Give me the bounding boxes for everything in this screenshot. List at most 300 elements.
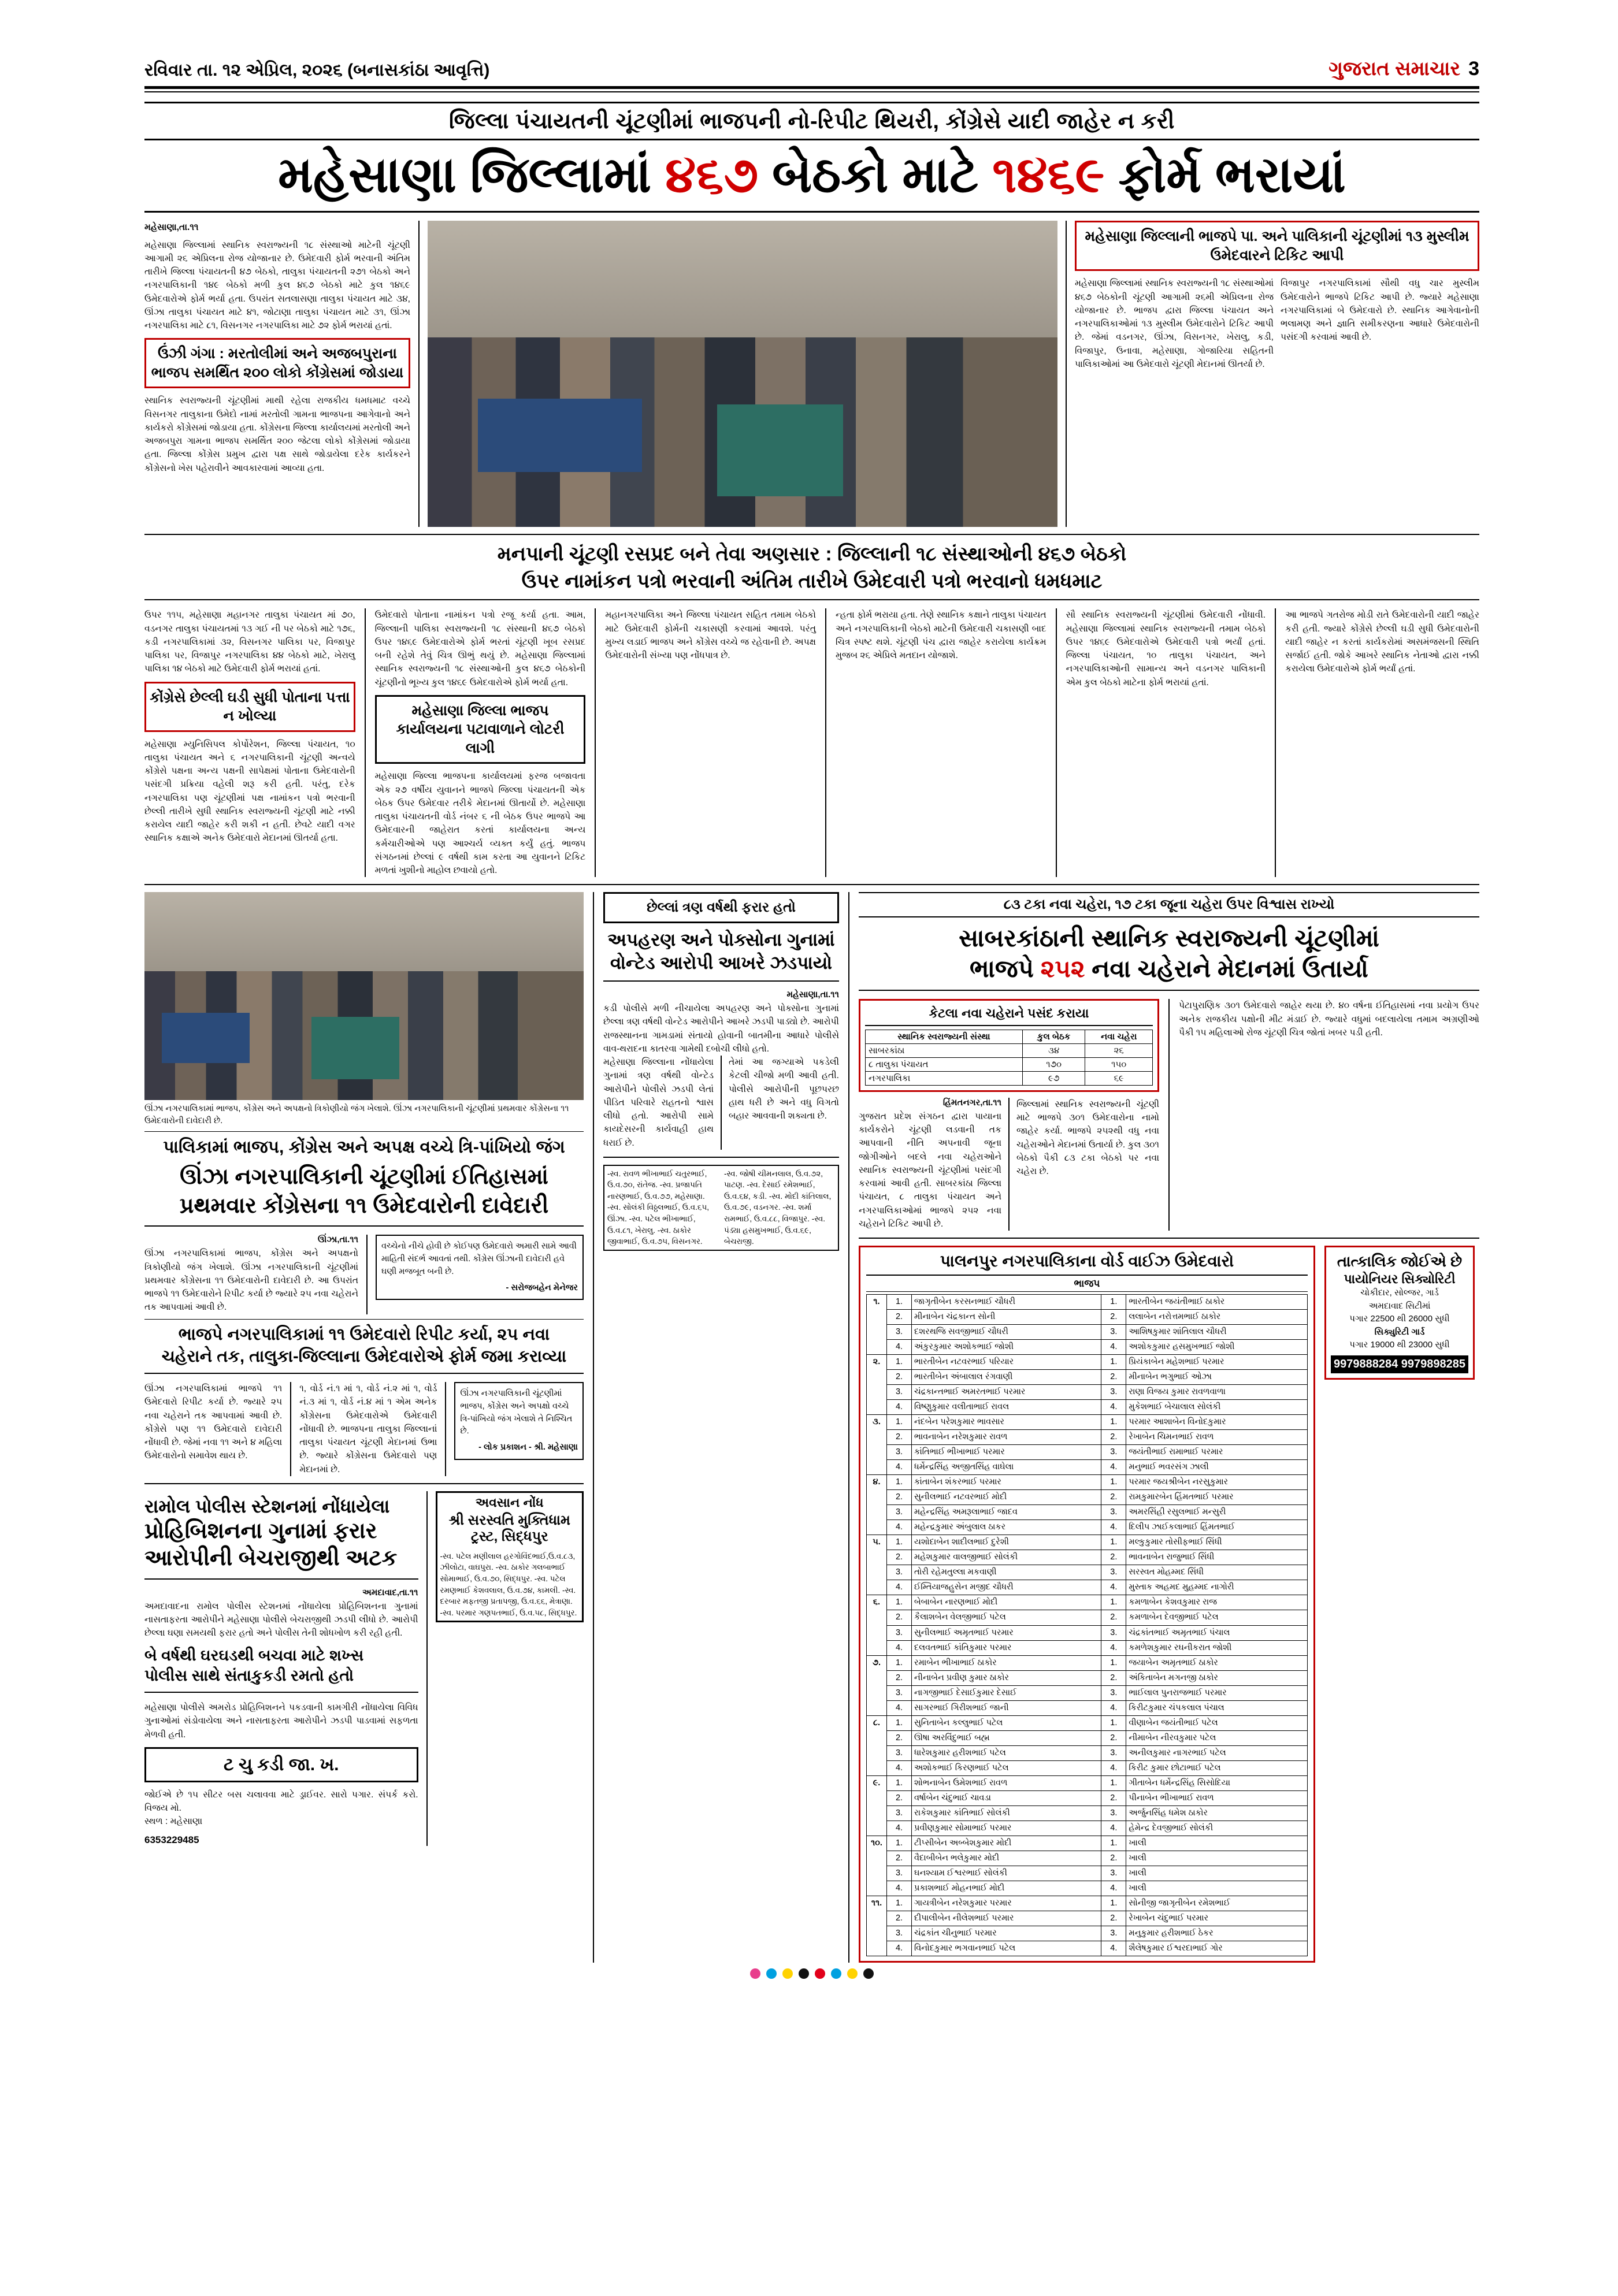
- registration-dot: [766, 1968, 777, 1979]
- candidate-index: 3.: [887, 1866, 912, 1881]
- candidate-name: કમળાબેન દેવજીભાઈ પટેલ: [1126, 1610, 1308, 1625]
- candidate-index: 2.: [887, 1490, 912, 1505]
- candidate-name: ખાલી: [1126, 1881, 1308, 1896]
- candidate-name: પીનાબેન ભીખાભાઈ રાવળ: [1126, 1790, 1308, 1805]
- candidate-name: વિનોદકુમાર ભગવાનભાઈ પટેલ: [912, 1941, 1101, 1956]
- table-row: [866, 1071, 1153, 1085]
- candidate-name: પ્રકાશભાઈ મોહનભાઈ મોદી: [912, 1881, 1101, 1896]
- candidate-name: હેમેન્દ્ર દેવજીભાઈ સોલંકી: [1126, 1821, 1308, 1836]
- unza-quote2-text: ઊંઝા નગરપાલિકાની ચૂંટણીમાં ભાજપ, કોંગ્રેસ અને અપક્ષો વચ્ચે ત્રિ-પાંખિયો જંગ ખેલાશે તે નિશ્ચિત છે.: [460, 1389, 573, 1436]
- section2-text-1: ઉપર ૧૧૫, મહેસાણા મહાનગર તાલુકા પંચાયત માં ૭૦, વડનગર તાલુકા પંચાયતમાં ૧૩ ગઈ ની પર બેઠકો માટે ૧૭૬, કડી નગરપાલિકામાં ૩૨, વિસનગર પાલિકા પર, વિજાપુર પાલિકા પર, વિજાપુર નગરપાલિકા ૪૪ બેઠકો માટે, ખેરાલુ પાલિકા ૧૪ બેઠકો માટે ઉમેદવારી ફોર્મ ભરાયાં હતાં.: [144, 610, 355, 674]
- candidate-index: 1.: [1101, 1475, 1126, 1490]
- ad-role-2: સિક્યુરિટી ગાર્ડ: [1374, 1327, 1425, 1337]
- ramol-head-2: પ્રોહિબિશનના ગુનામાં ફરાર: [144, 1518, 377, 1543]
- candidate-index: 1.: [1101, 1836, 1126, 1851]
- candidate-name: ભારતીબેન અંબાલાલ રંગવાણી: [912, 1370, 1101, 1385]
- unza-text-2: ૧, વોર્ડ નં.૧ માં ૧, વોર્ડ નં.૨ માં ૧, વોર્ડ નં.૩ માં ૧, વોર્ડ નં.૪ માં ૧ એમ અનેક કોંગ્રેસના ઉમેદવારોએ ઉમેદવારી નોંધાવી છે. ભાજપના તાલુકા જિલ્લાનાં તાલુકા પંચાયત ચૂંટણી મેદાનમાં ઉભા છે. જ્યારે કોંગ્રેસના ઉમેદવારો પણ મેદાનમાં છે.: [299, 1384, 437, 1474]
- candidate-index: 2.: [1101, 1430, 1126, 1445]
- candidate-index: 2.: [1101, 1790, 1126, 1805]
- candidate-index: 2.: [1101, 1490, 1126, 1505]
- candidate-name: અશોકભાઈ કિરણભાઈ પટેલ: [912, 1760, 1101, 1775]
- candidate-name: સરસ્વત મોહમ્મદ સિંધી: [1126, 1565, 1308, 1580]
- table-row: [867, 1881, 1308, 1896]
- security-job-ad: [1324, 1246, 1475, 1380]
- obituary-title: શ્રી સરસ્વતિ મુક્તિધામ ટ્રસ્ટ, સિદ્ધપુર: [448, 1512, 570, 1544]
- table-row: [867, 1535, 1308, 1550]
- table-row: [867, 1790, 1308, 1805]
- candidate-name: જયંતીભાઈ રામાભાઈ પરમાર: [1126, 1445, 1308, 1460]
- ad-salary-2: પગાર 19000 થી 23000 સુધી: [1349, 1340, 1450, 1350]
- candidate-name: ભારતીબેન જયંતીભાઈ ઠાકોર: [1126, 1295, 1308, 1310]
- candidate-index: 3.: [887, 1745, 912, 1760]
- ramol-head-3: આરોપીની બેચરાજીથી અટક: [144, 1546, 398, 1571]
- section2-box1-text: મહેસાણા મ્યુનિસિપલ કોર્પોરેશન, જિલ્લા પંચાયત, ૧૦ તાલુકા પંચાયત અને ૬ નગરપાલિકાની ચૂંટણી અન્વયે કોંગ્રેસે પક્ષના અન્ય પક્ષની સાપેક્ષમાં પોતાના ઉમેદવારોની પસંદગી પ્રક્રિયા વહેલી શરૂ કરી હતી. પરંતુ, દરેક નગરપાલિકા પણ ચૂંટણીમાં પક્ષ નામાંકન પત્રો ભરવાની છેલ્લી તારીખે સુધી સ્થાનિક સ્વરાજ્યની ચૂંટણી માટે નક્કી કરાયેલ યાદી જાહેર કરી શકી ન હતી. છેવટે યાદી વગર સ્થાનિક કક્ષાએ અનેક ઉમેદવારો મેદાનમાં ઊતર્યા હતા.: [144, 739, 355, 844]
- section2-col-2: [375, 608, 586, 877]
- candidate-index: 1.: [887, 1896, 912, 1911]
- right-box-text-b: વિજાપુર નગરપાલિકામાં સૌથી વધુ ચાર મુસ્લીમ ઉમેદવારોને ભાજપે ટિકિટ આપી છે. જ્યારે મહેસાણા નગરપાલિકામાં બે ઉમેદવારો છે. સ્થાનિક આગેવાનોની ભલામણ અને જ્ઞાતિ સમીકરણના આધારે ઉમેદવારોની પસંદગી કરવામાં આવી છે.: [1281, 278, 1479, 343]
- obituary-box: [436, 1491, 584, 1622]
- registration-dot: [782, 1968, 793, 1979]
- table-row: [867, 1805, 1308, 1821]
- candidate-party-label: ભાજપ: [866, 1278, 1308, 1292]
- sabar-head-post: નવા ચહેરાને મેદાનમાં ઉતાર્યા: [1085, 954, 1368, 982]
- candidate-name: ઈમ્તિયાજહુસેન મજીદ ચૌધરી: [912, 1580, 1101, 1595]
- section2-col-1: [144, 608, 355, 877]
- candidate-name: શોભનાબેન ઉમેશભાઈ રાવળ: [912, 1775, 1101, 1790]
- ad-title: તાત્કાલિક જોઈએ છે: [1337, 1253, 1463, 1270]
- candidate-index: 2.: [887, 1550, 912, 1565]
- sabar-kicker: ૮૩ ટકા નવા ચહેરા, ૧૭ ટકા જૂના ચહેરા ઉપર વિશ્વાસ રાખ્યો: [859, 892, 1479, 917]
- candidate-list-title: પાલનપુર નગરપાલિકાના વોર્ડ વાઈઝ ઉમેદવારો: [866, 1252, 1308, 1276]
- ramol-head-4b: પોલીસ સાથે સંતાકુકડી રમતો હતો: [144, 1667, 354, 1685]
- kidnap-dateline: મહેસાણા,તા.૧૧: [786, 990, 839, 1000]
- candidate-index: 2.: [887, 1851, 912, 1866]
- table-row: [867, 1580, 1308, 1595]
- unza-text: ઊંઝા નગરપાલિકામાં ભાજપ, કોંગ્રેસ અને અપક્ષનો ત્રિકોણીયો જંગ ખેલાશે. ઊંઝા નગરપાલિકાની ચૂંટણીમાં પ્રથમવાર કોંગ્રેસના ૧૧ ઉમેદવારોની દાવેદારી છે. આ ઉપરાંત ભાજપે ૧૧ ઉમેદવારોને રિપીટ કર્યા છે જ્યારે ૨૫ નવા ચહેરાને તક આપવામાં આવી છે.: [144, 1249, 358, 1313]
- candidate-index: 4.: [887, 1460, 912, 1475]
- registration-dot: [847, 1968, 858, 1979]
- lead-kicker: જિલ્લા પંચાયતની ચૂંટણીમાં ભાજપની નો-રિપીટ થિયરી, કોંગ્રેસે યાદી જાહેર ન કરી: [144, 102, 1479, 140]
- candidate-index: 4.: [1101, 1400, 1126, 1415]
- candidate-name: ભાવનાબેન રાજુભાઈ સિંધી: [1126, 1550, 1308, 1565]
- table-row: [867, 1775, 1308, 1790]
- candidate-name: વિષ્ણુકુમાર વલીતાભાઈ રાવલ: [912, 1400, 1101, 1415]
- table-row: [867, 1490, 1308, 1505]
- table-row: [867, 1310, 1308, 1325]
- ramol-dateline: અમદાવાદ,તા.૧૧: [362, 1587, 418, 1597]
- candidate-name: આશિષકુમાર શાંતિલાલ ચૌધરી: [1126, 1325, 1308, 1340]
- candidate-index: 2.: [887, 1911, 912, 1926]
- table-cell: ૮ તાલુકા પંચાયત: [866, 1057, 1023, 1071]
- unza-head-2b: પ્રથમવાર કોંગ્રેસના ૧૧ ઉમેદવારોની દાવેદારી: [179, 1193, 549, 1218]
- candidate-name: ચંદ્રકાંતભાઈ અમૃતભાઈ પંચાલ: [1126, 1625, 1308, 1640]
- obituary-head: અવસાન નોંધ: [475, 1495, 544, 1510]
- table-row: [867, 1851, 1308, 1866]
- candidate-name: પરમાર જયશ્રીબેન નરસુકુમાર: [1126, 1475, 1308, 1490]
- table-cell: ૩૪: [1022, 1043, 1085, 1057]
- ward-number: ૩.: [867, 1415, 887, 1475]
- candidate-name: દશરથજિ સવજીભાઈ ચૌધરી: [912, 1325, 1101, 1340]
- candidate-index: 1.: [1101, 1535, 1126, 1550]
- candidate-name: ગાયત્રીબેન નરેશકુમાર પરમાર: [912, 1896, 1101, 1911]
- classified-ad-title: ટ ચુ કડી જા. ખ.: [144, 1747, 418, 1782]
- candidate-name: અંકુરકુમાર અશોકભાઈ જોશી: [912, 1340, 1101, 1355]
- candidate-index: 3.: [1101, 1625, 1126, 1640]
- classified-ad-text: જોઈએ છે ૧૫ સીટર બસ ચલાવવા માટે ડ્રાઈવર. સારો પગાર. સંપર્ક કરો. વિજય મો.: [144, 1789, 418, 1814]
- candidate-index: 1.: [887, 1655, 912, 1670]
- obituary-col-3: -સ્વ. જોષી ચીમનલાલ, ઉ.વ.૭૨, પાટણ. -સ્વ. દેસાઈ રમેશભાઈ, ઉ.વ.૬૪, કડી. -સ્વ. મોદી કાંતિલાલ, ઉ.વ.૭૯, વડનગર. -સ્વ. શર્મા રામભાઈ, ઉ.વ.૮૮, વિજાપુર. -સ્વ. પંડ્યા હસમુખભાઈ, ઉ.વ.૬૯, બેચરાજી.: [724, 1169, 832, 1246]
- table-row: [867, 1821, 1308, 1836]
- kidnap-head-1: અપહરણ અને પોક્સોના ગુનામાં: [607, 929, 835, 950]
- candidate-name: તોરી રહેમતુલ્લા મકવાણી: [912, 1565, 1101, 1580]
- candidate-name: મહેન્દ્રસિંહ અમરૂલાભાઈ જાદવ: [912, 1505, 1101, 1520]
- candidate-name: મુસ્તાક અહમદ મુહમ્મદ નાગોરી: [1126, 1580, 1308, 1595]
- table-row: [867, 1475, 1308, 1490]
- section2-text-5: સૌ સ્થાનિક સ્વરાજ્યની ચૂંટણીમાં ઉમેદવારી નોંધાવી. મહેસાણા જિલ્લામાં સ્થાનિક સ્વરાજ્યની તમામ બેઠકો ઉપર ૧૪૬૯ ઉમેદવારોએ ઉમેદવારી પત્રો ભર્યાં હતાં. જિલ્લા પંચાયત, ૧૦ તાલુકા પંચાયત, અને નગરપાલિકાઓની સામાન્ય અને વડનગર પાલિકાની એમ કુલ બેઠકો માટેના ફોર્મ ભરાયાં હતાં.: [1066, 610, 1266, 688]
- candidate-index: 2.: [1101, 1310, 1126, 1325]
- table-row: [867, 1355, 1308, 1370]
- table-header-cell: નવા ચહેરા: [1085, 1030, 1153, 1043]
- candidate-index: 1.: [887, 1836, 912, 1851]
- candidate-name: પ્રવીણકુમાર સોમાભાઈ પરમાર: [912, 1821, 1101, 1836]
- candidate-index: 1.: [887, 1715, 912, 1730]
- candidate-index: 4.: [887, 1881, 912, 1896]
- lead-headline-post: ફોર્મ ભરાયાં: [1104, 147, 1346, 203]
- right-box-text-a: મહેસાણા જિલ્લામાં સ્થાનિક સ્વરાજ્યની ૧૮ સંસ્થાઓમાં ૪૬૭ બેઠકોની ચૂંટણી આગામી ૨૬મી એપ્રિલના રોજ યોજાનાર છે. ભાજપ દ્વારા જિલ્લા પંચાયત અને નગરપાલિકાઓમાં ૧૩ મુસ્લીમ ઉમેદવારોને ટિકિટ આપી છે. જેમાં વડનગર, ઊંઝા, વિસનગર, ખેરાલુ, કડી, વિજાપુર, ઉનાવા, મહેસાણા, ગોજારિયા સહિતની પાલિકાઓમાં આ ઉમેદવારો ચૂંટણી મેદાનમાં ઊતર્યા છે.: [1075, 278, 1274, 369]
- ward-number: ૭.: [867, 1655, 887, 1715]
- col1-box-text: સ્થાનિક સ્વરાજ્યની ચૂંટણીમાં માથી રહેલા રાજકીય ધમધમાટ વચ્ચે વિસનગર તાલુકાના ઉમેદો નામાં મરતોલી ગામના ભાજપના આગેવાનો અને કાર્યકરો કોંગ્રેસમાં જોડાયા હતા. કોંગ્રેસના જિલ્લા કાર્યાલયમાં મરતોલી અને અજબપુરા ગામના ભાજપ સમર્થિત ૨૦૦ જેટલા લોકો કોંગ્રેસમાં જોડાયા હતા. જિલ્લા કોંગ્રેસ પ્રમુખ દ્વારા પક્ષ સાથે જોડાયેલા દરેક કાર્યકરને કોંગ્રેસનો ખેસ પહેરાવીને આવકારવામાં આવ્યા હતા.: [144, 396, 410, 473]
- candidate-name: મીનાબેન ચંદ્રકાન્ત સોની: [912, 1310, 1101, 1325]
- candidate-name: સાગરભાઈ ગિરીશભાઈ જાની: [912, 1700, 1101, 1715]
- obituary-col-2: -સ્વ. રાવળ ભીખાભાઈ ચતુરભાઈ, ઉ.વ.૭૦, રાંતેજ. -સ્વ. પ્રજાપતિ નારણભાઈ, ઉ.વ.૭૭, મહેસાણા. -સ્વ. સોલંકી વિઠ્ઠલભાઈ, ઉ.વ.૬૫, ઊંઝા. -સ્વ. પટેલ ભીખાભાઈ, ઉ.વ.૮૧, ખેરાલુ. -સ્વ. ઠાકોર જીવાભાઈ, ઉ.વ.૭૫, વિસનગર.: [607, 1169, 710, 1246]
- candidate-index: 3.: [1101, 1565, 1126, 1580]
- candidate-name: દીપાલીબેન નીલેશભાઈ પરમાર: [912, 1911, 1101, 1926]
- table-row: [867, 1595, 1308, 1610]
- candidate-index: 4.: [887, 1340, 912, 1355]
- ad-phone[interactable]: 9979888284 9979898285: [1331, 1355, 1468, 1373]
- section2-col-5: [1066, 608, 1266, 877]
- top-left-column: [144, 221, 410, 527]
- candidate-name: મહેન્દ્રકુમાર અંબુલાલ ઠાકર: [912, 1520, 1101, 1535]
- candidate-index: 2.: [1101, 1911, 1126, 1926]
- registration-dot: [863, 1968, 874, 1979]
- ward-number: ૨.: [867, 1355, 887, 1415]
- masthead-rule: [144, 86, 1479, 92]
- table-cell: ૨૬: [1085, 1043, 1153, 1057]
- candidate-index: 4.: [1101, 1881, 1126, 1896]
- candidate-index: 2.: [887, 1430, 912, 1445]
- section-two: [144, 542, 1479, 877]
- candidate-name: મનુભાઈ ભવરસંગ ઝાલી: [1126, 1460, 1308, 1475]
- sabar-head-1: સાબરકાંઠાની સ્થાનિક સ્વરાજ્યની ચૂંટણીમાં: [959, 924, 1379, 952]
- section2-text-2: ઉમેદવારો પોતાના નામાંકન પત્રો રજૂ કર્યા હતા. આમ, જિલ્લાની પાલિકા સ્વરાજ્યની ૧૮ સંસ્થાની ૪૬૭ બેઠકો ઉપર ૧૪૬૯ ઉમેદવારોએ ફોર્મ ભરતાં ચૂંટણી ખૂબ રસપ્રદ બની રહેશે તેવું ચિત્ર ઊભું થયું છે. મહેસાણા જિલ્લામાં સ્થાનિક સ્વરાજ્યની ૧૮ સંસ્થાઓની કુલ ૪૬૭ બેઠકોની ચૂંટણીનો ભૂખ્ય કુલ ૧૪૬૯ ઉમેદવારોએ ફોર્મ ભર્યા હતા.: [374, 610, 586, 688]
- table-row: [867, 1685, 1308, 1700]
- table-row: [867, 1941, 1308, 1956]
- kidnap-text-2: મહેસાણા જિલ્લાના નોંધાયેલા ગુનામાં ત્રણ વર્ષથી વોન્ટેડ આરોપીને પોલીસે ઝડપી લેતાં પીડિત પરિવારે રાહતનો શ્વાસ લીધો હતો. આરોપી સામે કાયદેસરની કાર્યવાહી હાથ ધરાઈ છે.: [603, 1057, 714, 1148]
- candidate-index: 1.: [887, 1775, 912, 1790]
- kidnap-block: [603, 892, 839, 1963]
- candidate-name: કાંતિભાઈ ભીખાભાઈ પરમાર: [912, 1445, 1101, 1460]
- candidate-index: 1.: [1101, 1715, 1126, 1730]
- ramol-block: [144, 1491, 584, 1846]
- section2-text-3: મહાનગરપાલિકા અને જિલ્લા પંચાયત સહિત તમામ બેઠકો માટે ઉમેદવારી ફોર્મની ચકાસણી કરવામાં આવશે. પરંતુ મુખ્ય લડાઈ ભાજપ અને કોંગ્રેસ વચ્ચે જ રહેવાની છે. અપક્ષ ઉમેદવારોની સંખ્યા પણ નોંધપાત્ર છે.: [605, 610, 816, 661]
- table-row: [866, 1057, 1153, 1071]
- section2-col-6: [1285, 608, 1479, 877]
- right-box-headline: મહેસાણા જિલ્લાની ભાજપે પા. અને પાલિકાની ચૂંટણીમાં ૧૩ મુસ્લીમ ઉમેદવારને ટિકિટ આપી: [1075, 221, 1479, 271]
- candidate-name: ભારતીબેન નટવરભાઈ પરિયાર: [912, 1355, 1101, 1370]
- table-row: [867, 1445, 1308, 1460]
- sabar-head-2: [859, 954, 1479, 984]
- candidate-index: 3.: [1101, 1505, 1126, 1520]
- table-row: [867, 1505, 1308, 1520]
- classified-ad-phone: 6353229485: [144, 1834, 199, 1845]
- candidate-name: મનુકુમાર હરીશભાઈ ઠેકર: [1126, 1926, 1308, 1941]
- candidate-index: 3.: [887, 1325, 912, 1340]
- sabar-text-3: પેટાપુરાણિક ૩૦૧ ઉમેદવારો જાહેર થયા છે. ૪૦ વર્ષના ઈતિહાસમાં નવા પ્રયોગ ઉપર અનેક રાજકીય પક્ષોની મીટ મંડાઈ છે. જ્યારે વધુમાં બદલાયેલા તમામ અગ્રણીઓ પૈકી ૧૫ મહિલાઓ રોજ ચૂંટણી ચિત્ર જોતાં ખબર પડી હતી.: [1179, 1001, 1479, 1038]
- ramol-text-2: મહેસાણા પોલીસે અમરોડ પ્રોહિબિશનને પકડવાની કામગીરી નોંધાયેલા વિવિધ ગુનાઓમાં સંડોવાયેલા અને નાસતાફરતા આરોપીને ઝડપી પાડવામાં સફળતા મેળવી હતી.: [144, 1703, 418, 1740]
- unza-quote-by: - સરોજબહેન મેનેજર: [506, 1283, 578, 1292]
- unza-photo-caption: ઊંઝા નગરપાલિકામાં ભાજપ, કોંગ્રેસ અને અપક્ષનો ત્રિકોણીયો જંગ ખેલાશે. ઊંઝા નગરપાલિકાની ચૂંટણીમાં પ્રથમવાર કોંગ્રેસના ૧૧ ઉમેદવારોની દાવેદારી છે.: [144, 1104, 569, 1125]
- candidate-index: 4.: [1101, 1460, 1126, 1475]
- candidate-name: સોનીજી જાગૃતીબેન રમેશભાઈ: [1126, 1896, 1308, 1911]
- classified-ad-line2: સ્થળ : મહેસાણા: [144, 1816, 203, 1827]
- candidate-index: 3.: [887, 1565, 912, 1580]
- candidate-name: રેખાબેન ચંદુભાઈ પરમાર: [1126, 1911, 1308, 1926]
- registration-dot: [831, 1968, 841, 1979]
- candidate-name: પરમાર આશાબેન વિનોદકુમાર: [1126, 1415, 1308, 1430]
- table-cell: સાબરકાંઠા: [866, 1043, 1023, 1057]
- table-row: [867, 1670, 1308, 1685]
- unza-quote: [376, 1235, 584, 1300]
- candidate-index: 2.: [887, 1730, 912, 1745]
- candidate-name: મીનાબેન ભગુભાઈ ઓઝા: [1126, 1370, 1308, 1385]
- candidate-index: 3.: [1101, 1325, 1126, 1340]
- table-header-row: [866, 1030, 1153, 1043]
- table-row: [867, 1460, 1308, 1475]
- ramol-text: અમદાવાદના રામોલ પોલીસ સ્ટેશનમાં નોંધાયેલા પ્રોહિબિશનના ગુનામાં નાસતાફરતા આરોપીને મહેસાણા પોલીસે બેચરાજીથી ઝડપી લીધો છે. આરોપી છેલ્લા ઘણા સમયથી ફરાર હતો અને પોલીસ તેની શોધખોળ કરી રહી હતી.: [144, 1601, 418, 1639]
- candidate-list: [859, 1246, 1315, 1963]
- right-block: [859, 892, 1479, 1963]
- candidate-index: 4.: [887, 1821, 912, 1836]
- candidate-index: 1.: [887, 1355, 912, 1370]
- table-row: [867, 1550, 1308, 1565]
- masthead-page-number: 3: [1468, 58, 1479, 80]
- unza-dateline: ઊંઝા,તા.૧૧: [317, 1235, 358, 1245]
- table-header-cell: કુલ બેઠક: [1022, 1030, 1085, 1043]
- section2-col-3: [605, 608, 816, 877]
- unza-quote-text: વચ્ચેનો નીચે હોવી છે કોઈપણ ઉમેદવારો અમારી સામે આવી માહિતી સંદર્ભ આવતાં તથી. કોંગ્રેસ ઊંઝાની દાવેદારી હવે ઘણી મજબૂત બની છે.: [381, 1242, 577, 1276]
- table-row: [867, 1866, 1308, 1881]
- candidate-index: 1.: [887, 1415, 912, 1430]
- candidate-name: ખાલી: [1126, 1866, 1308, 1881]
- candidate-name: વૈદાબીબેન ભલેકુમાર મોદી: [912, 1851, 1101, 1866]
- section2-box2-text: મહેસાણા જિલ્લા ભાજપના કાર્યાલયમાં ફરજ બજાવતા એક ૨૭ વર્ષીય યુવાનને ભાજપે જિલ્લા પંચાયતની એક બેઠક ઉપર ઉમેદવાર તરીકે મેદાનમાં ઊતાર્યો છે. મહેસાણા તાલુકા પંચાયતની વોર્ડ નંબર ૬ ની બેઠક ઉપર ભાજપે આ ઉમેદવારની જાહેરાત કરતાં કાર્યાલયના અન્ય કર્મચારીઓએ પણ આશ્ચર્ય વ્યક્ત કર્યું હતું. ભાજપ સંગઠનમાં છેલ્લાં ૯ વર્ષથી કામ કરતા આ યુવાનને ટિકિટ મળતાં ખુશીનો માહોલ છવાયો હતો.: [374, 771, 586, 876]
- candidate-name: સુનિતાબેન કલ્લુભાઈ પટેલ: [912, 1715, 1101, 1730]
- candidate-index: 3.: [887, 1505, 912, 1520]
- candidate-index: 4.: [887, 1580, 912, 1595]
- sabar-text-2: જિલ્લામાં સ્થાનિક સ્વરાજ્યની ચૂંટણી માટે ભાજપે ૩૦૧ ઉમેદવારોના નામો જાહેર કર્યા. ભાજપે ૨૫૨થી વધુ નવા ચહેરાઓને મેદાનમાં ઉતાર્યા છે. કુલ ૩૦૧ બેઠકો પૈકી ૮૩ ટકા બેઠકો પર નવા ચહેરા છે.: [1016, 1099, 1159, 1177]
- candidate-index: 4.: [1101, 1760, 1126, 1775]
- candidate-index: 3.: [887, 1625, 912, 1640]
- candidate-index: 3.: [1101, 1805, 1126, 1821]
- candidate-index: 4.: [1101, 1700, 1126, 1715]
- table-row: [867, 1836, 1308, 1851]
- candidate-index: 2.: [1101, 1670, 1126, 1685]
- candidate-index: 1.: [887, 1295, 912, 1310]
- candidate-name: જાગૃતીબેન કરસનભાઈ ચૌધરી: [912, 1295, 1101, 1310]
- ward-number: ૪.: [867, 1475, 887, 1535]
- candidate-name: અર્જુનસિંહ ધમેશ ઠાકોર: [1126, 1805, 1308, 1821]
- table-row: [867, 1715, 1308, 1730]
- candidate-index: 2.: [887, 1670, 912, 1685]
- candidate-name: કૈલાશબેન વેલજીભાઈ પટેલ: [912, 1610, 1101, 1625]
- candidate-index: 4.: [887, 1760, 912, 1775]
- table-row: [866, 1043, 1153, 1057]
- sabar-table: [865, 1030, 1153, 1086]
- candidate-name: ખાલી: [1126, 1851, 1308, 1866]
- lead-headline: [144, 140, 1479, 211]
- candidate-name: વર્ષાબેન ચંદુભાઈ ચાવડા: [912, 1790, 1101, 1805]
- unza-head-3a: ભાજપે નગરપાલિકામાં ૧૧ ઉમેદવારો રિપીટ કર્યા, ૨૫ નવા: [178, 1325, 550, 1344]
- masthead-brand: ગુજરાત સમાચાર: [1328, 58, 1461, 80]
- section2-head-1: મનપાની ચૂંટણી રસપ્રદ બને તેવા અણસાર : જિલ્લાની ૧૮ સંસ્થાઓની ૪૬૭ બેઠકો: [497, 543, 1127, 566]
- candidate-index: 2.: [887, 1610, 912, 1625]
- candidate-index: 3.: [887, 1685, 912, 1700]
- candidate-index: 3.: [1101, 1926, 1126, 1941]
- candidate-name: સુનીલભાઈ નટવરભાઈ મોદી: [912, 1490, 1101, 1505]
- table-row: [867, 1911, 1308, 1926]
- ward-number: ૧૧.: [867, 1896, 887, 1956]
- candidate-index: 3.: [1101, 1385, 1126, 1400]
- candidate-name: કાંતાબેન શંકરભાઈ પરમાર: [912, 1475, 1101, 1490]
- table-row: [867, 1385, 1308, 1400]
- candidate-name: ભાઈલાલ પુનરાજભાઈ પરમાર: [1126, 1685, 1308, 1700]
- candidate-index: 1.: [1101, 1415, 1126, 1430]
- lead-photo-wrap: [428, 221, 1057, 527]
- kidnap-text-3: તેમાં આ જગ્યાએ પકડેલી કેટલી ચીજો મળી આવી હતી. પોલીસે આરોપીની પૂછપરછ હાથ ધરી છે અને વધુ વિગતો બહાર આવવાની શક્યતા છે.: [729, 1057, 839, 1121]
- unza-quote-2: [454, 1382, 584, 1460]
- lead-rule: [144, 211, 1479, 213]
- table-row: [867, 1400, 1308, 1415]
- candidate-name: ઘનશ્યામ ઈશ્વરભાઈ સોલંકી: [912, 1866, 1101, 1881]
- candidate-name: નીનાબેન પ્રવીણ કુમાર ઠાકોર: [912, 1670, 1101, 1685]
- candidate-index: 1.: [1101, 1295, 1126, 1310]
- candidate-name: કિરીટ કુમાર છોટાભાઈ પટેલ: [1126, 1760, 1308, 1775]
- ward-number: ૫.: [867, 1535, 887, 1595]
- table-cell: ૯૭: [1022, 1071, 1085, 1085]
- table-row: [867, 1295, 1308, 1310]
- candidate-index: 2.: [887, 1310, 912, 1325]
- ramol-head-4a: બે વર્ષથી ઘરઘડથી બચવા માટે શખ્સ: [144, 1646, 364, 1664]
- section-divider-2: [144, 884, 1479, 885]
- candidate-index: 3.: [1101, 1866, 1126, 1881]
- ward-number: ૯.: [867, 1775, 887, 1836]
- col1-dateline: મહેસાણા,તા.૧૧: [144, 222, 199, 233]
- masthead: [144, 58, 1479, 86]
- candidate-name: કમળેશકુમાર રઘનીકરાત જોશી: [1126, 1640, 1308, 1655]
- section2-box1-head: કોંગ્રેસે છેલ્લી ઘડી સુધી પોતાના પત્તા ન ખોલ્યા: [144, 682, 355, 732]
- ward-number: ૧૦.: [867, 1836, 887, 1896]
- section2-text-6: આ ભાજપે ગતરોજ મોડી રાતે ઉમેદવારોની યાદી જાહેર કરી હતી. જ્યારે કોંગ્રેસે છેલ્લી ઘડી સુધી ઉમેદવારોની યાદી જાહેર ન કરતાં કાર્યકરોમાં અસમંજસની સ્થિતિ સર્જાઈ હતી. જોકે આખરે સ્થાનિક નેતાઓ દ્વારા નક્કી કરાયેલા ઉમેદવારોએ ફોર્મ ભર્યાં હતાં.: [1285, 610, 1479, 674]
- candidate-index: 2.: [887, 1370, 912, 1385]
- candidate-index: 2.: [1101, 1610, 1126, 1625]
- table-cell: નગરપાલિકા: [866, 1071, 1023, 1085]
- candidate-name: ખાલી: [1126, 1836, 1308, 1851]
- ward-number: ૬.: [867, 1595, 887, 1655]
- unza-head-1: પાલિકામાં ભાજપ, કોંગ્રેસ અને અપક્ષ વચ્ચે ત્રિ-પાંખિયો જંગ: [163, 1137, 565, 1157]
- unza-quote2-by: - લોક પ્રકાશન - શ્રી. મહેસાણા: [478, 1443, 578, 1452]
- candidate-index: 1.: [1101, 1655, 1126, 1670]
- lead-headline-pre: મહેસાણા જિલ્લામાં: [278, 147, 665, 203]
- table-row: [867, 1700, 1308, 1715]
- table-cell: ૧૭૦: [1022, 1057, 1085, 1071]
- candidate-table: [866, 1294, 1308, 1956]
- candidate-index: 4.: [1101, 1640, 1126, 1655]
- candidate-name: નીમાબેન નીરવકુમાર પટેલ: [1126, 1730, 1308, 1745]
- table-row: [867, 1745, 1308, 1760]
- table-row: [867, 1640, 1308, 1655]
- lead-headline-seats: ૪૬૭: [665, 147, 759, 203]
- candidate-index: 2.: [1101, 1550, 1126, 1565]
- table-row: [867, 1655, 1308, 1670]
- candidate-index: 3.: [1101, 1445, 1126, 1460]
- candidate-name: રમાબેન ભીખાભાઈ ઠાકોર: [912, 1655, 1101, 1670]
- unza-text-1: ઊંઝા નગરપાલિકામાં ભાજપે ૧૧ ઉમેદવારો રિપીટ કર્યા છે. જ્યારે ૨૫ નવા ચહેરાને તક આપવામાં આવી છે. કોંગ્રેસે પણ ૧૧ ઉમેદવારો દાવેદારી નોંધાવી છે. જેમાં નવા ૧૧ અને ૪ મહિલા ઉમેદવારોનો સમાવેશ થાય છે.: [144, 1384, 283, 1461]
- color-registration-dots: [144, 1963, 1479, 1979]
- candidate-index: 3.: [887, 1926, 912, 1941]
- sabar-table-col: [859, 999, 1159, 1231]
- table-row: [867, 1520, 1308, 1535]
- candidate-name: રાકેશકુમાર કાંતિભાઈ સોલંકી: [912, 1805, 1101, 1821]
- table-row: [867, 1565, 1308, 1580]
- candidate-index: 4.: [1101, 1340, 1126, 1355]
- col1-box-headline: ઉંઝી ગંગા : મરતોલીમાં અને અજબપુરાના ભાજપ સમર્થિત ૨૦૦ લોકો કોંગ્રેસમાં જોડાયા: [144, 338, 410, 388]
- table-cell: ૧૫૦: [1085, 1057, 1153, 1071]
- candidate-index: 3.: [887, 1805, 912, 1821]
- unza-block: [144, 892, 584, 1963]
- candidate-index: 2.: [887, 1790, 912, 1805]
- section-divider-1: [144, 534, 1479, 535]
- sabar-table-title: કેટલા નવા ચહેરાને પસંદ કરાયા: [865, 1005, 1153, 1026]
- candidate-index: 4.: [887, 1700, 912, 1715]
- candidate-index: 4.: [887, 1941, 912, 1956]
- candidate-index: 3.: [1101, 1685, 1126, 1700]
- candidate-index: 1.: [1101, 1595, 1126, 1610]
- candidate-name: રેખાબેન ચિમનભાઈ રાવળ: [1126, 1430, 1308, 1445]
- table-row: [867, 1415, 1308, 1430]
- lead-headline-forms: ૧૪૬૯: [992, 147, 1105, 203]
- unza-photo: [144, 892, 584, 1100]
- table-row: [867, 1610, 1308, 1625]
- ramol-head-1: રામોલ પોલીસ સ્ટેશનમાં નોંધાયેલા: [144, 1495, 390, 1517]
- candidate-index: 4.: [1101, 1520, 1126, 1535]
- ward-number: ૮.: [867, 1715, 887, 1775]
- candidate-name: મલ્કુકુમાર તોસીફભાઈ સિંધી: [1126, 1535, 1308, 1550]
- ad-company: પાયોનિયર સિક્યોરિટી: [1344, 1271, 1456, 1286]
- section2-head-2: ઉપર નામાંકન પત્રો ભરવાની અંતિમ તારીખે ઉમેદવારી પત્રો ભરવાનો ધમધમાટ: [521, 570, 1103, 592]
- table-row: [867, 1340, 1308, 1355]
- candidate-name: ભાવનાબેન નરેશકુમાર રાવળ: [912, 1430, 1101, 1445]
- table-row: [867, 1625, 1308, 1640]
- candidate-index: 1.: [1101, 1775, 1126, 1790]
- candidate-index: 4.: [887, 1520, 912, 1535]
- table-row: [867, 1760, 1308, 1775]
- candidate-name: યશોદાબેન શાદીલભાઈ દુરેશી: [912, 1535, 1101, 1550]
- candidate-name: રાણા વિજય કુમાર રાવળવાળા: [1126, 1385, 1308, 1400]
- candidate-index: 1.: [1101, 1355, 1126, 1370]
- candidate-name: દિલીપ ઝાઈકલાભાઈ હિંમતભાઈ: [1126, 1520, 1308, 1535]
- table-row: [867, 1325, 1308, 1340]
